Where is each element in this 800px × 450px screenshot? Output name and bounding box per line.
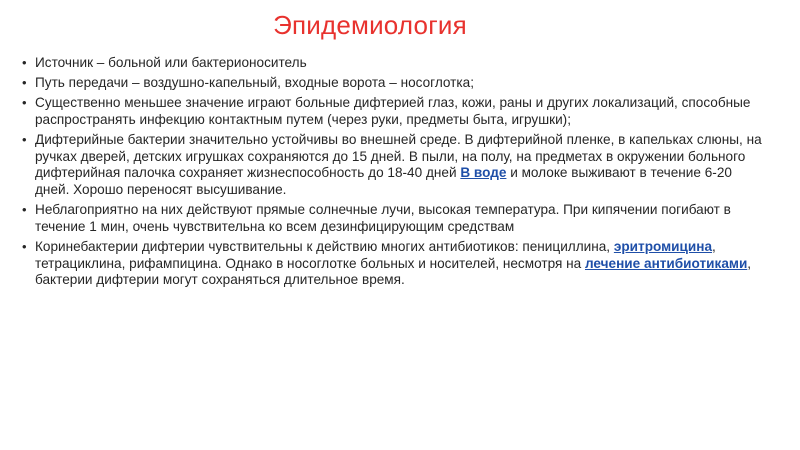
- bullet-dot: •: [22, 55, 27, 70]
- slide-title-text: Эпидемиология: [273, 10, 467, 40]
- bullet-text: Источник – больной или бактерионоситель: [35, 55, 307, 70]
- bullet-item-source: [22, 55, 762, 72]
- link-antibiotic-treatment[interactable]: лечение антибиотиками: [584, 255, 748, 271]
- slide-title: [0, 10, 800, 41]
- bullet-text-end: , бактерии дифтерии могут сохраняться длительное время.: [35, 255, 752, 288]
- bullet-item-transmission: [22, 75, 762, 92]
- bullet-dot: •: [22, 132, 27, 148]
- bullet-text: Коринебактерии дифтерии чувствительны к действию многих антибиотиков: пенициллина,: [35, 238, 614, 254]
- bullet-item-other-localizations: [22, 95, 762, 128]
- bullet-item-sensitivity: [22, 202, 762, 235]
- bullet-list: [22, 55, 762, 292]
- bullet-text-continued: и молоке выживают в течение 6-20 дней. Хорошо переносят высушивание.: [35, 165, 732, 197]
- bullet-text: Дифтерийные бактерии значительно устойчивы во внешней среде. В дифтерийной пленке, в капельках слюны, на ручках дверей, детских игрушках сохраняются до 15 дней. В пыли, на полу, на предметах в окружении больного дифтерийная палочка сохраняет жизнеспособность до 18-40 дней: [35, 132, 762, 181]
- bullet-item-antibiotics: [22, 239, 762, 289]
- link-erythromycin[interactable]: эритромицина: [613, 238, 713, 254]
- bullet-dot: •: [22, 75, 27, 91]
- link-in-water[interactable]: В воде: [460, 165, 507, 181]
- bullet-dot: •: [22, 95, 27, 111]
- bullet-dot: •: [22, 238, 27, 254]
- bullet-item-resistance: [22, 132, 762, 198]
- bullet-text: Существенно меньшее значение играют больные дифтерией глаз, кожи, раны и других локализаций, способные распространять инфекцию контактным путем (через руки, предметы быта, игрушки);: [35, 95, 751, 127]
- bullet-dot: •: [22, 202, 27, 218]
- bullet-text-continued: , тетрациклина, рифампицина. Однако в носоглотке больных и носителей, несмотря на: [35, 238, 716, 271]
- bullet-text: Неблагоприятно на них действуют прямые солнечные лучи, высокая температура. При кипячении погибают в течение 1 мин, очень чувствительна ко всем дезинфицирующим средствам: [35, 202, 731, 234]
- bullet-text: Путь передачи – воздушно-капельный, входные ворота – носоглотка;: [35, 75, 474, 91]
